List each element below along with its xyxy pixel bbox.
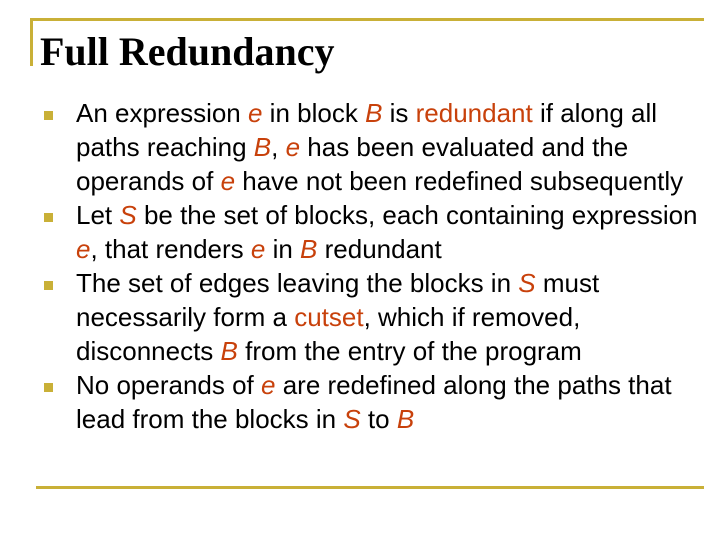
left-rule bbox=[30, 18, 33, 66]
square-bullet-icon bbox=[44, 281, 53, 290]
var-b: B bbox=[220, 336, 238, 366]
bottom-rule bbox=[36, 486, 704, 489]
bullet-list bbox=[44, 96, 704, 436]
var-e: e bbox=[285, 132, 301, 162]
var-e: e bbox=[247, 98, 263, 128]
slide-title: Full Redundancy bbox=[40, 29, 335, 74]
square-bullet-icon bbox=[44, 111, 53, 120]
term-cutset: cutset bbox=[294, 302, 364, 332]
var-e: e bbox=[220, 166, 236, 196]
var-e: e bbox=[261, 370, 276, 400]
square-bullet-icon bbox=[44, 383, 53, 392]
top-rule bbox=[30, 18, 704, 21]
var-s: S bbox=[343, 404, 361, 434]
var-e: e bbox=[76, 234, 91, 264]
bullet-item bbox=[44, 198, 704, 266]
bullet-text: No operands of e are redefined along the paths that lead from the blocks in S to B bbox=[76, 370, 672, 434]
bullet-text: Let S be the set of blocks, each containing expression e, that renders e in B redundant bbox=[76, 200, 698, 264]
var-e: e bbox=[250, 234, 266, 264]
bullet-item bbox=[44, 96, 704, 198]
var-b: B bbox=[396, 404, 415, 434]
square-bullet-icon bbox=[44, 213, 53, 222]
var-b: B bbox=[253, 132, 272, 162]
bullet-item bbox=[44, 266, 704, 368]
term-redundant: redundant bbox=[415, 98, 533, 128]
bullet-text: The set of edges leaving the blocks in S must necessarily form a cutset, which if removed, disconnects B from the entry of the program bbox=[76, 268, 600, 366]
var-s: S bbox=[119, 200, 137, 230]
var-b: B bbox=[300, 234, 318, 264]
bullet-item bbox=[44, 368, 704, 436]
bullet-text: An expression e in block B is redundant if along all paths reaching B, e has been evaluated and the operands of e have not been redefined subsequently bbox=[76, 98, 684, 196]
var-b: B bbox=[365, 98, 383, 128]
var-s: S bbox=[518, 268, 536, 298]
